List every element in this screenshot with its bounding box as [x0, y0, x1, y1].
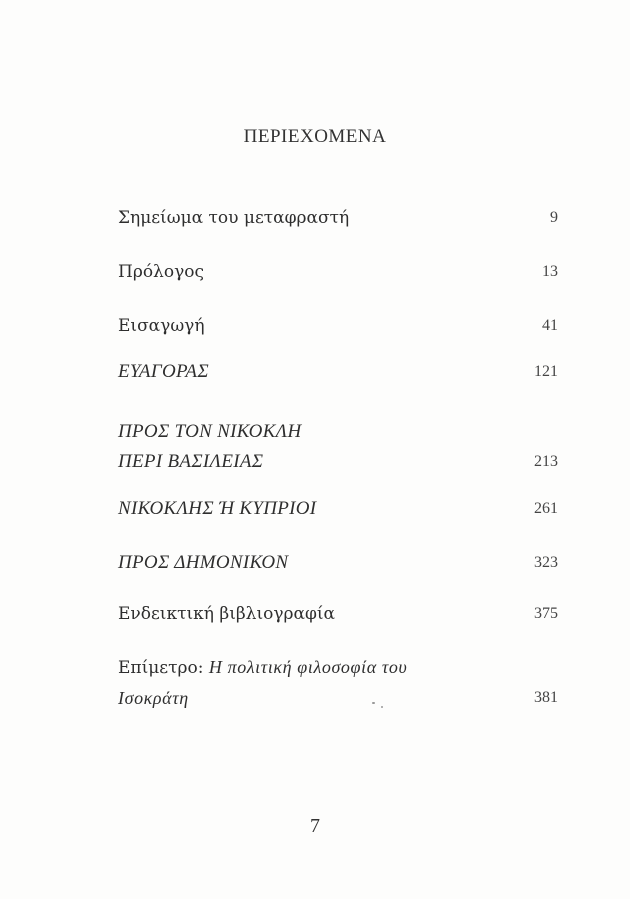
toc-entry-prefix: Επίμετρο: [118, 658, 204, 678]
toc-entry-page: 323 [534, 554, 558, 571]
toc-entry-title: Η πολιτική φιλοσοφία του [208, 657, 408, 677]
contents-heading: ΠΕΡΙΕΧΟΜΕΝΑ [243, 126, 387, 147]
toc-entry-title: Εισαγωγή [118, 316, 205, 336]
toc-entry-title: Πρόλογος [118, 262, 204, 282]
toc-entry-title: ΝΙΚΟΚΛΗΣ Ή ΚΥΠΡΙΟΙ [118, 498, 317, 519]
toc-entry-title: ΠΡΟΣ ΔΗΜΟΝΙΚΟΝ [118, 552, 289, 573]
toc-entry-page: 261 [534, 500, 558, 517]
toc-entry-page: 121 [534, 363, 558, 380]
toc-entry-title: Ενδεικτική βιβλιογραφία [118, 604, 336, 624]
page-number: 7 [310, 815, 320, 837]
toc-entry [118, 417, 558, 477]
toc-entry-title-line2: Ισοκράτη [118, 688, 189, 708]
ink-speck [372, 702, 375, 704]
toc-entry-page: 13 [542, 263, 558, 280]
toc-entry-page: 9 [550, 209, 558, 226]
toc-entry-page: 213 [534, 453, 558, 470]
ink-speck [381, 706, 383, 708]
toc-entry-title-line1: ΠΡΟΣ ΤΟΝ ΝΙΚΟΚΛΗ [118, 421, 302, 442]
toc-entry-page: 375 [534, 605, 558, 622]
toc-entry [118, 599, 558, 629]
toc-entry-page: 41 [542, 317, 558, 334]
toc-entry-title-line2: ΠΕΡΙ ΒΑΣΙΛΕΙΑΣ [118, 451, 264, 472]
toc-entry [118, 494, 558, 524]
toc-entry-title: Σημείωμα του μεταφραστή [118, 208, 350, 228]
toc-entry [118, 257, 558, 287]
toc-entry [118, 311, 558, 341]
toc-entry [118, 548, 558, 578]
toc-entry-title-line1 [118, 652, 518, 683]
toc-entry [118, 652, 558, 713]
toc-entry [118, 203, 558, 233]
toc-entry [118, 357, 558, 387]
toc-entry-title: ΕΥΑΓΟΡΑΣ [118, 361, 209, 382]
toc-entry-page: 381 [534, 689, 558, 706]
